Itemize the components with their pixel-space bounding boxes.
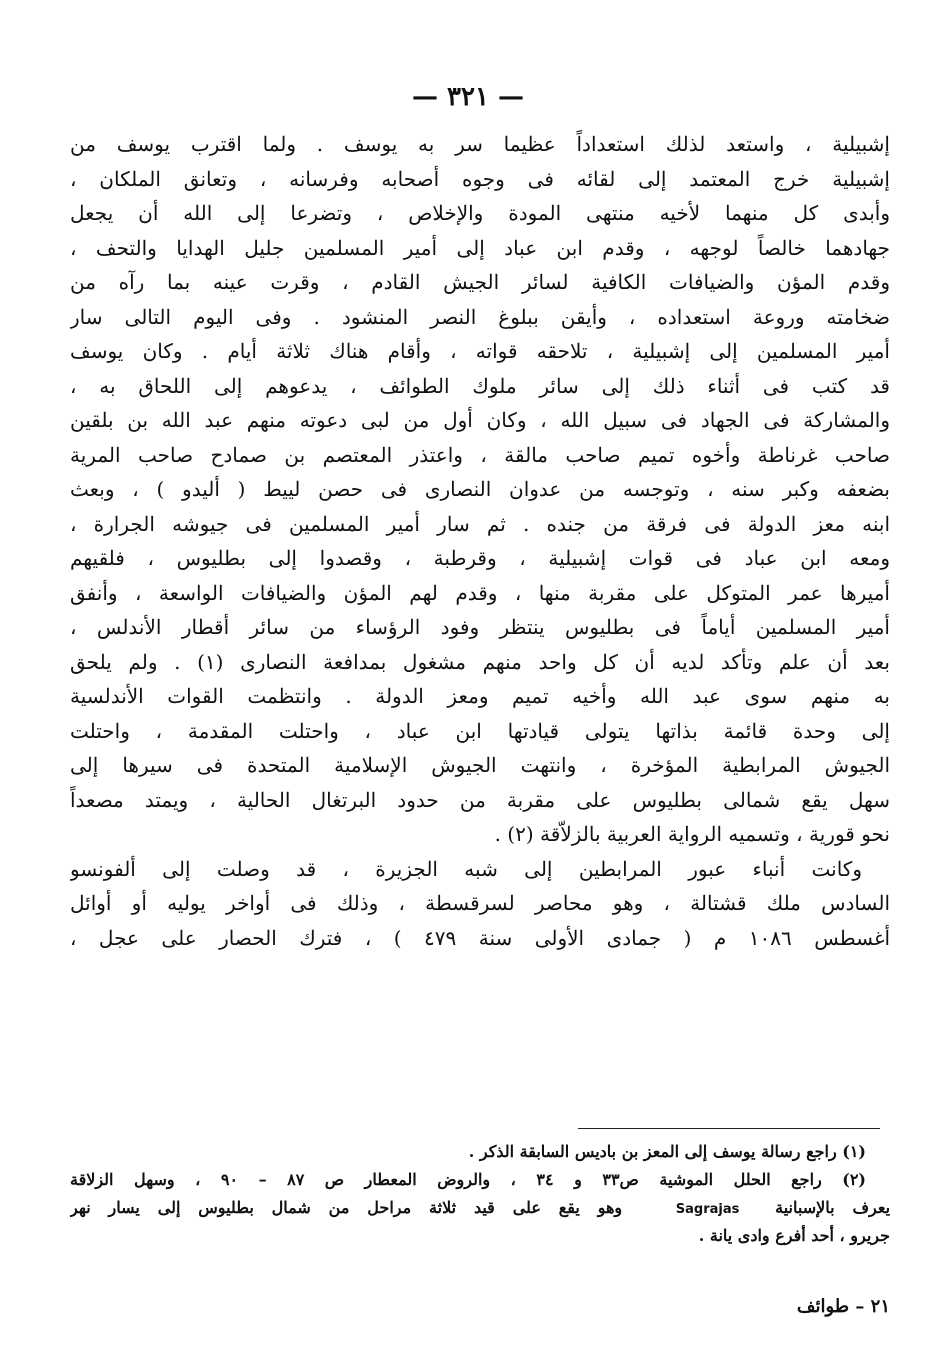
text-line: أميرها عمر المتوكل على مقربة منها ، وقدم لهم المؤن والضيافات الواسعة ، وأنفق	[70, 580, 890, 605]
text-line: صاحب غرناطة وأخوه تميم صاحب مالقة ، واعتذر المعتصم بن صمادح صاحب المرية	[70, 442, 890, 467]
text-line: به منهم سوى عبد الله وأخيه تميم ومعز الدولة . وانتظمت القوات الأندلسية	[70, 684, 890, 708]
text-line: الجيوش المرابطية المؤخرة ، وانتهت الجيوش الإسلامية المتحدة فى سيرها إلى	[70, 753, 890, 777]
paragraph-start-line: وكانت أنباء عبور المرابطين إلى شبه الجزيرة ، قد وصلت إلى ألفونسو	[70, 856, 862, 881]
text-line: إشبيلية خرج المعتمد إلى لقائه فى وجوه أصحابه وفرسانه ، وتعانق الملكان ،	[70, 166, 890, 191]
text-line: بعد أن علم وتأكد لديه أن كل واحد منهم مشغول بمدافعة النصارى (١) . ولم يلحق	[70, 649, 890, 674]
text-line: قد كتب فى أثناء ذلك إلى سائر ملوك الطوائف ، يدعوهم إلى اللحاق به ،	[70, 373, 890, 398]
text-line: سهل يقع شمالى بطليوس على مقربة من حدود البرتغال الحالية ، ويمتد مصعداً	[70, 787, 890, 812]
text-line: السادس ملك قشتالة ، وهو محاصر لسرقسطة ، وذلك فى أواخر يوليه أو أوائل	[70, 891, 890, 915]
signature-mark: ٢١ – طوائف	[796, 1296, 890, 1317]
text-line: أمير المسلمين أياماً فى بطليوس ينتظر وفود الرؤساء من سائر أقطار الأندلس ،	[70, 615, 890, 639]
footnote-2-line-3: جريرو ، أحد أفرع وادى يانة .	[698, 1226, 890, 1245]
text-line: أمير المسلمين إلى إشبيلية ، تلاحقه قواته ، وأقام هناك ثلاثة أيام . وكان يوسف	[70, 339, 890, 363]
footnote-2-latin-term: Sagrajas	[675, 1202, 740, 1217]
text-line: ومعه ابن عباد فى قوات إشبيلية ، وقرطبة ، وقصدوا إلى بطليوس ، فلقيهم	[70, 546, 890, 570]
footnote-2-text-before: يعرف بالإسبانية	[775, 1198, 890, 1217]
footnote-2-line-1: (٢) راجع الحلل الموشية ص٣٣ و ٣٤ ، والروض المعطار ص ٨٧ – ٩٠ ، وسهل الزلاقة	[70, 1170, 866, 1189]
footnote-2-text-after: وهو يقع على قيد ثلاثة مراحل من شمال بطليوس إلى يسار نهر	[70, 1198, 623, 1217]
text-line: أغسطس ١٠٨٦ م ( جمادى الأولى سنة ٤٧٩ ) ، فترك الحصار على عجل ،	[70, 925, 890, 950]
text-line: وقدم المؤن والضيافات الكافية لسائر الجيش القادم ، وقرت عينه بما رآه من	[70, 270, 890, 294]
text-line: نحو قورية ، وتسميه الرواية العربية بالزلاّقة (٢) .	[494, 822, 890, 846]
text-line: جهادهما خالصاً لوجهه ، وقدم ابن عباد إلى أمير المسلمين جليل الهدايا والتحف ،	[70, 235, 890, 260]
text-line: ابنه معز الدولة فى فرقة من جنده . ثم سار أمير المسلمين فى جيوشه الجرارة ،	[70, 511, 890, 536]
text-line: إلى وحدة قائمة بذاتها يتولى قيادتها ابن عباد ، واحتلت المقدمة ، واحتلت	[70, 718, 890, 743]
text-line: بضعفه وكبر سنه ، وتوجسه من عدوان النصارى فى حصن لييط ( أليدو ) ، وبعث	[70, 477, 890, 501]
footnotes	[70, 1138, 890, 1250]
text-line: والمشاركة فى الجهاد فى سبيل الله ، وكان أول من لبى دعوته منهم عبد الله بن بلقين	[70, 408, 890, 432]
footnote-1: (١) راجع رسالة يوسف إلى المعز بن باديس السابقة الذكر .	[468, 1142, 866, 1161]
page-number: — ٣٢١ —	[411, 82, 525, 112]
footnote-divider	[578, 1128, 880, 1129]
text-line: إشبيلية ، واستعد لذلك استعداداً عظيما سر به يوسف . ولما اقترب يوسف من	[70, 132, 890, 156]
main-text	[70, 127, 890, 955]
footnote-2-line-2	[70, 1194, 890, 1222]
text-line: وأبدى كل منهما لأخيه منتهى المودة والإخلاص ، وتضرعا إلى الله أن يجعل	[70, 201, 890, 225]
text-line: ضخامته وروعة استعداده ، وأيقن ببلوغ النصر المنشود . وفى اليوم التالى سار	[70, 304, 890, 329]
